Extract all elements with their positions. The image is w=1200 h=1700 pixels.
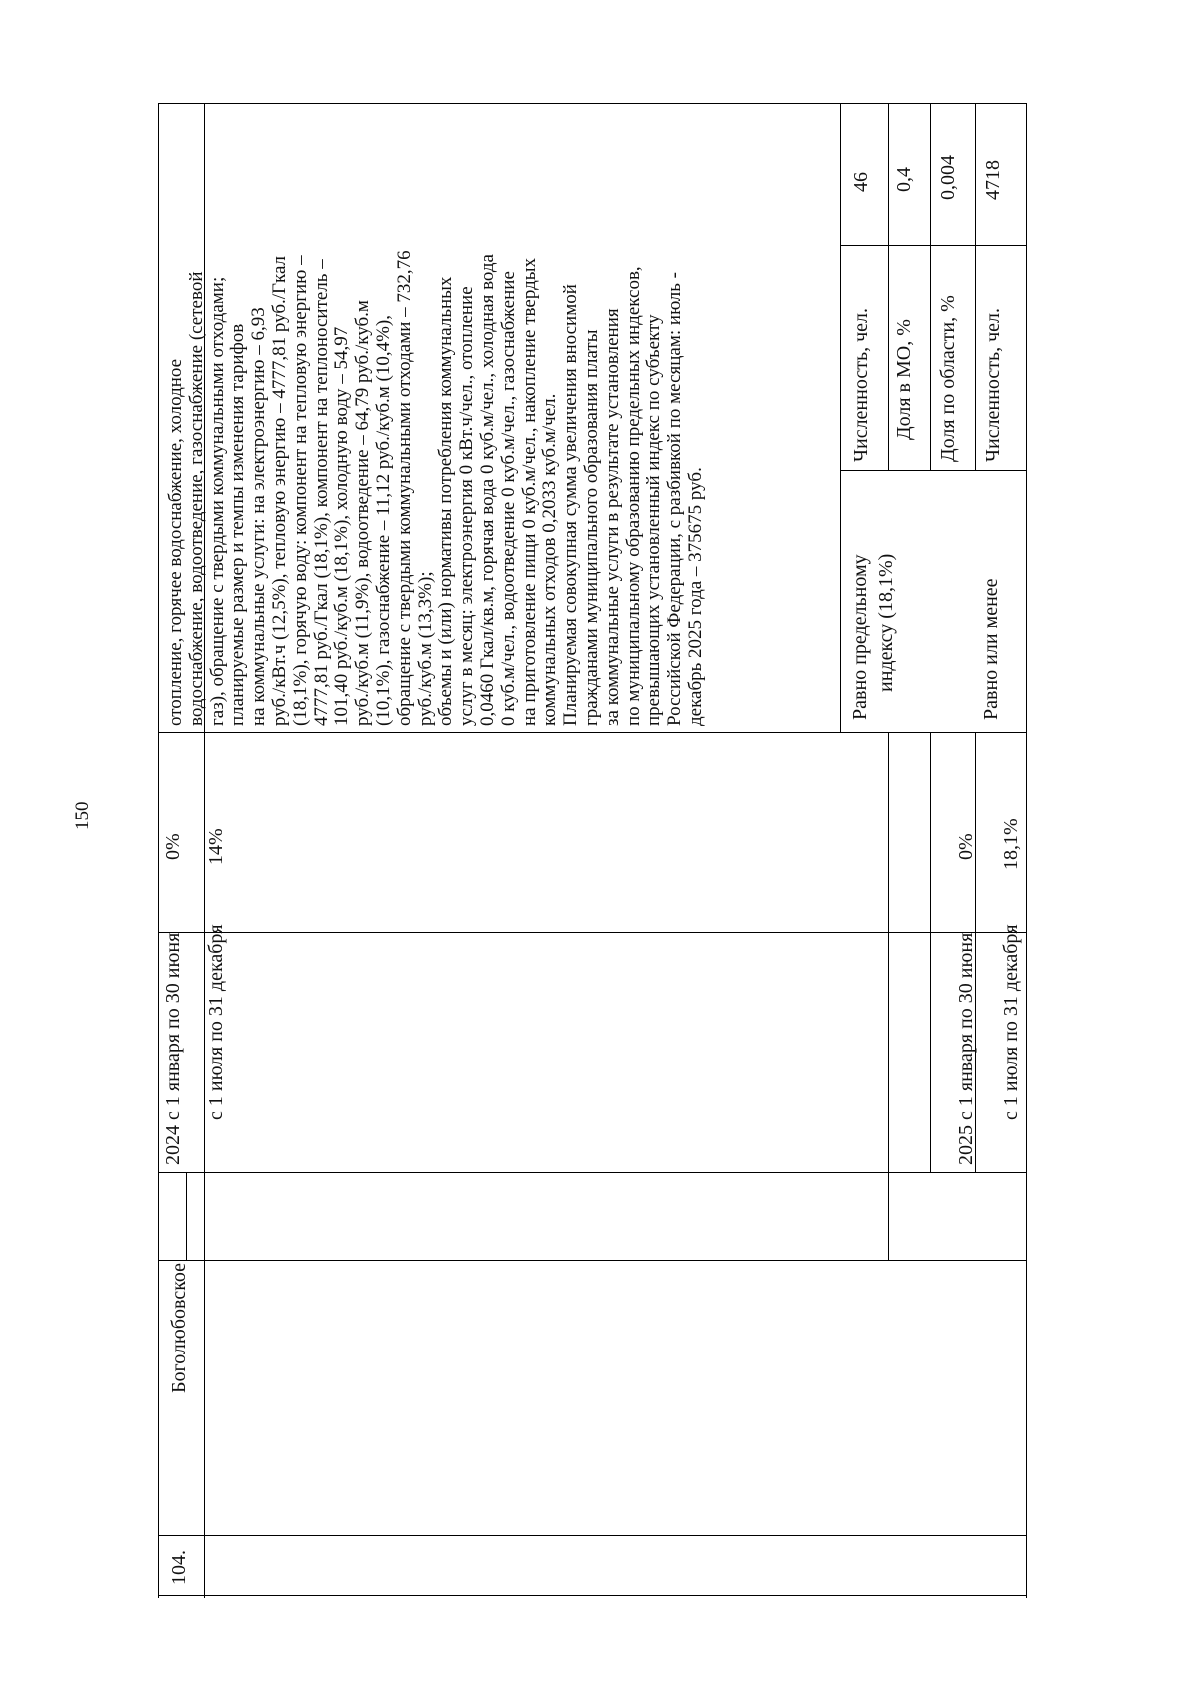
description-line: руб./куб.м (11,9%), водоотведение – 64,79 руб./куб.м [352, 300, 374, 726]
item-line-2 [930, 103, 931, 470]
group-1-item-1-value: 46 [850, 172, 872, 192]
year-2025-line [888, 1172, 889, 1260]
desc-bottom-line [840, 103, 841, 733]
index-row-line [158, 1535, 1026, 1536]
right-border [1026, 103, 1027, 1598]
year-2024: 2024 [162, 1125, 184, 1165]
group-1-item-3-label: Доля по области, % [937, 295, 959, 462]
periods-values-line [158, 932, 1026, 933]
item-line-1b [888, 103, 889, 245]
page-number: 150 [72, 801, 93, 830]
description-line: руб./куб.м (13,3%); [414, 571, 436, 726]
description-line: услуг в месяц: электроэнергия 0 кВт.ч/чел., отопление [456, 286, 478, 726]
group-2-item-1-label: Численность, чел. [982, 308, 1004, 462]
description-line: коммунальных отходов 0,2033 куб.м/чел. [539, 393, 561, 726]
description-line: отопление, горячее водоснабжение, холодное [165, 358, 186, 726]
top-border [158, 103, 1026, 104]
description-line: планируемые размер и темпы изменения тарифов [227, 323, 249, 726]
description-line: 101,40 руб./куб.м (18,1%), холодную воду – 54,97 [331, 326, 353, 726]
description-line: 0 куб.м/чел., водоотведение 0 куб.м/чел., газоснабжение [497, 271, 519, 726]
description-line: за коммунальные услуги в результате установления [601, 308, 623, 726]
period-2024-2: с 1 июля по 31 декабря [205, 924, 227, 1120]
item-line-1 [888, 245, 889, 470]
year-inner-line [186, 1172, 187, 1260]
description-line: 0,0460 Гкал/кв.м, горячая вода 0 куб.м/чел., холодная вода [476, 254, 498, 726]
row-index-label: 104. [168, 1550, 190, 1585]
description-line: газ), обращение с твердыми коммунальными отходами; [206, 276, 228, 726]
group-1-item-3-value: 0,004 [937, 155, 959, 200]
description-line: водоснабжение, водоотведение, газоснабжение (сетевой [185, 271, 207, 726]
description-line: на приготовление пищи 0 куб.м/чел., накопление твердых [518, 258, 540, 726]
description-line: Российской Федерации, с разбивкой по месяцам: июль - [664, 271, 686, 726]
group-1-item-1-label: Численность, чел. [850, 308, 872, 462]
year-col-line [158, 1172, 1026, 1173]
value-2025-1: 0% [955, 833, 977, 860]
description-line: превышающих установленный индекс по субъекту [643, 314, 665, 726]
description-line: декабрь 2025 года – 375675 руб. [684, 467, 706, 726]
left-border [158, 103, 159, 1598]
description-line: по муниципальному образованию предельных индексов, [622, 266, 644, 726]
bottom-border [158, 1595, 1026, 1596]
value-2025-2: 18,1% [1000, 818, 1022, 870]
group-1-item-2-label: Доля в МО, % [893, 319, 915, 440]
description-line: на коммунальные услуги: на электроэнергию – 6,93 [248, 307, 270, 726]
description-line: 4777,81 руб./Гкал (18,1%), компонент на теплоноситель – [310, 259, 332, 726]
description-line: Планируемая совокупная сумма увеличения вносимой [560, 284, 582, 726]
period-line-2024b [930, 732, 931, 1172]
description-line: обращение с твердыми коммунальными отходами – 732,76 [393, 250, 415, 726]
description-line: объемы и (или) нормативы потребления коммунальных [435, 276, 457, 726]
description [166, 106, 707, 726]
description-line: (10,1%), газоснабжение – 11,12 руб./куб.м (10,4%), [372, 314, 394, 726]
settlement-name-label: Боголюбовское [168, 1262, 190, 1393]
period-line-2025a [888, 732, 889, 1172]
group-1-label-line1: Равно предельному [849, 554, 871, 720]
description-line: (18,1%), горячую воду: компонент на тепловую энергию – [289, 255, 311, 726]
item-line-3 [975, 103, 976, 470]
group-2-item-1-value: 4718 [982, 160, 1004, 200]
group-2-label: Равно или менее [980, 578, 1002, 720]
group-1-item-2-value: 0,4 [893, 167, 915, 192]
group-1-label [847, 554, 899, 720]
group-label-line [840, 470, 1026, 471]
period-2024-1: с 1 января по 30 июня [162, 932, 184, 1120]
description-line: гражданами муниципального образования платы [580, 329, 602, 726]
group-1-label-line2: индексу (18,1%) [875, 553, 897, 692]
group-value-line [840, 245, 1026, 246]
year-2025: 2025 [955, 1125, 977, 1165]
name-row-line [158, 1260, 1026, 1261]
period-2025-1: с 1 января по 30 июня [955, 932, 977, 1120]
description-line: руб./кВт.ч (12,5%), тепловую энергию – 4777,81 руб./Гкал [268, 255, 290, 726]
values-desc-line [158, 732, 1026, 733]
value-2024-2: 14% [205, 828, 227, 865]
value-2024-1: 0% [162, 833, 184, 860]
period-2025-2: с 1 июля по 31 декабря [1000, 924, 1022, 1120]
